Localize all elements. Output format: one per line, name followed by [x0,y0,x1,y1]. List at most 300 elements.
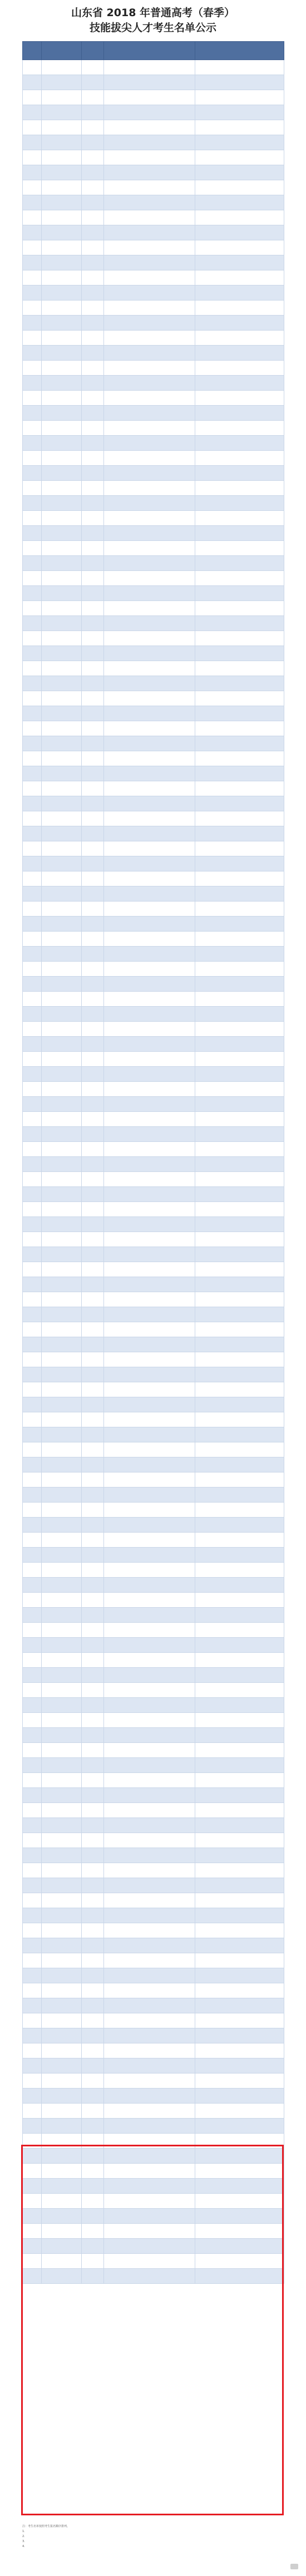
table-row [23,977,284,992]
table-cell [23,2164,42,2179]
table-row [23,301,284,316]
table-cell [82,1983,104,1998]
table-cell [42,1593,82,1608]
table-cell [82,1488,104,1503]
table-cell [82,1322,104,1337]
table-cell [42,1187,82,1202]
table-row [23,1773,284,1788]
table-cell [42,1638,82,1653]
table-cell [195,601,284,616]
table-row [23,225,284,240]
table-cell [42,796,82,811]
table-cell [42,1457,82,1472]
table-cell [104,1022,195,1037]
table-cell [42,285,82,301]
table-row [23,1608,284,1623]
table-cell [195,631,284,646]
table-cell [23,1337,42,1352]
table-cell [104,2028,195,2043]
table-cell [195,391,284,406]
table-row [23,661,284,676]
table-cell [82,1127,104,1142]
table-cell [23,1202,42,1217]
table-cell [195,1397,284,1412]
table-cell [195,2179,284,2194]
table-cell [42,105,82,120]
table-cell [104,1112,195,1127]
table-cell [42,1232,82,1247]
table-cell [82,1578,104,1593]
table-cell [195,1337,284,1352]
table-row [23,1923,284,1938]
table-cell [23,2043,42,2058]
table-cell [23,1382,42,1397]
table-cell [82,436,104,451]
table-row [23,1593,284,1608]
table-cell [23,2224,42,2239]
table-cell [195,2058,284,2073]
table-cell [104,150,195,165]
table-cell [195,105,284,120]
table-cell [104,1412,195,1427]
table-cell [23,1998,42,2013]
table-cell [195,1412,284,1427]
table-cell [82,917,104,932]
table-cell [82,2013,104,2028]
table-cell [42,1833,82,1848]
table-cell [82,1923,104,1938]
table-cell [195,1983,284,1998]
table-cell [104,75,195,90]
table-cell [42,1488,82,1503]
table-row [23,1623,284,1638]
table-cell [42,1998,82,2013]
table-cell [195,1202,284,1217]
table-row [23,1337,284,1352]
table-cell [104,1773,195,1788]
table-cell [195,1217,284,1232]
table-cell [195,1638,284,1653]
table-cell [195,1262,284,1277]
table-cell [104,2104,195,2119]
table-row [23,1668,284,1683]
table-row [23,2194,284,2209]
table-cell [195,1968,284,1983]
table-cell [104,421,195,436]
table-cell [195,2254,284,2269]
table-cell [195,886,284,902]
table-cell [195,1457,284,1472]
table-cell [104,1803,195,1818]
table-cell [195,1878,284,1893]
table-cell [82,240,104,255]
table-cell [195,992,284,1007]
table-cell [42,2119,82,2134]
table-cell [104,1578,195,1593]
table-cell [104,646,195,661]
table-cell [195,1593,284,1608]
table-cell [195,150,284,165]
table-row [23,1262,284,1277]
column-header-name [82,42,104,60]
table-cell [42,406,82,421]
table-row [23,1653,284,1668]
table-row [23,421,284,436]
table-cell [23,1262,42,1277]
table-cell [23,661,42,676]
table-cell [195,1503,284,1518]
table-cell [23,1713,42,1728]
table-cell [82,1412,104,1427]
table-cell [82,1863,104,1878]
table-cell [82,195,104,210]
table-cell [23,2194,42,2209]
table-cell [23,1352,42,1367]
table-row [23,1427,284,1442]
table-cell [195,1427,284,1442]
table-cell [23,2089,42,2104]
table-cell [104,120,195,135]
table-cell [104,496,195,511]
table-cell [82,1548,104,1563]
table-row [23,1788,284,1803]
table-cell [195,1548,284,1563]
table-cell [42,2089,82,2104]
table-row [23,1157,284,1172]
table-cell [23,1247,42,1262]
table-row [23,511,284,526]
table-cell [104,2239,195,2254]
table-cell [42,1322,82,1337]
table-cell [42,736,82,751]
table-cell [195,1007,284,1022]
table-cell [195,301,284,316]
table-cell [104,1337,195,1352]
table-row [23,1037,284,1052]
table-cell [82,571,104,586]
table-row [23,571,284,586]
table-row [23,766,284,781]
table-cell [42,1788,82,1803]
table-cell [23,466,42,481]
note-item: 2. [22,2535,25,2538]
table-cell [82,1533,104,1548]
table-cell [42,1352,82,1367]
table-cell [82,210,104,225]
table-cell [104,1382,195,1397]
table-cell [195,210,284,225]
table-row [23,796,284,811]
table-row [23,1232,284,1247]
table-cell [42,1608,82,1623]
table-cell [104,511,195,526]
table-cell [23,180,42,195]
table-cell [195,932,284,947]
table-cell [42,376,82,391]
table-cell [23,1968,42,1983]
table-row [23,1397,284,1412]
table-cell [82,60,104,75]
table-cell [195,1728,284,1743]
table-cell [42,2104,82,2119]
table-cell [42,1503,82,1518]
table-cell [195,180,284,195]
table-cell [104,1067,195,1082]
table-cell [82,1773,104,1788]
table-cell [82,1728,104,1743]
table-cell [82,1713,104,1728]
table-cell [42,2254,82,2269]
table-cell [23,2028,42,2043]
table-cell [82,1953,104,1968]
table-row [23,1503,284,1518]
table-cell [23,1683,42,1698]
table-cell [104,1457,195,1472]
table-cell [23,1037,42,1052]
table-cell [42,361,82,376]
table-cell [195,120,284,135]
table-cell [23,751,42,766]
table-cell [195,285,284,301]
table-cell [23,586,42,601]
table-cell [195,1803,284,1818]
table-cell [23,1773,42,1788]
table-cell [104,1653,195,1668]
table-cell [23,1578,42,1593]
table-row [23,481,284,496]
table-cell [104,1938,195,1953]
table-cell [23,691,42,706]
table-cell [23,165,42,180]
table-cell [23,1668,42,1683]
table-cell [23,541,42,556]
table-cell [23,1127,42,1142]
watermark-logo [290,2564,298,2569]
table-cell [104,2073,195,2089]
table-row [23,1908,284,1923]
table-cell [82,841,104,856]
table-header-row [23,42,284,60]
table-cell [42,90,82,105]
table-row [23,1322,284,1337]
table-cell [23,150,42,165]
table-cell [23,1788,42,1803]
table-cell [82,496,104,511]
table-cell [42,706,82,721]
table-row [23,1007,284,1022]
table-row [23,1488,284,1503]
table-cell [42,661,82,676]
table-cell [23,616,42,631]
table-cell [42,556,82,571]
table-cell [42,2224,82,2239]
table-cell [104,917,195,932]
table-row [23,1548,284,1563]
table-cell [23,1097,42,1112]
table-cell [104,1908,195,1923]
table-cell [23,255,42,270]
table-cell [195,721,284,736]
table-cell [42,1533,82,1548]
table-cell [42,1548,82,1563]
table-cell [82,1352,104,1367]
table-cell [23,992,42,1007]
table-cell [82,2239,104,2254]
table-cell [195,1022,284,1037]
table-cell [195,481,284,496]
table-cell [195,1653,284,1668]
table-cell [23,135,42,150]
table-row [23,2043,284,2058]
table-cell [82,481,104,496]
table-cell [42,571,82,586]
table-cell [42,240,82,255]
table-cell [104,1097,195,1112]
table-row [23,75,284,90]
table-cell [104,1007,195,1022]
table-row [23,2164,284,2179]
table-cell [42,1082,82,1097]
table-cell [42,2164,82,2179]
table-cell [82,811,104,826]
note-item: 3. [22,2540,25,2543]
table-cell [82,736,104,751]
table-cell [42,1472,82,1488]
table-cell [82,1908,104,1923]
table-cell [82,646,104,661]
table-cell [23,977,42,992]
table-cell [104,1998,195,2013]
table-cell [82,2269,104,2284]
table-cell [104,1968,195,1983]
table-cell [23,210,42,225]
table-row [23,1412,284,1427]
table-row [23,2269,284,2284]
table-cell [23,2073,42,2089]
table-cell [42,1563,82,1578]
table-cell [82,1277,104,1292]
table-cell [104,571,195,586]
table-cell [23,1848,42,1863]
table-cell [104,2149,195,2164]
table-cell [195,1788,284,1803]
table-row [23,2104,284,2119]
table-cell [23,1277,42,1292]
table-cell [42,1427,82,1442]
table-cell [104,331,195,346]
table-cell [82,1698,104,1713]
table-cell [104,1172,195,1187]
table-cell [195,2073,284,2089]
column-header-seq [23,42,42,60]
table-cell [195,586,284,601]
table-cell [23,526,42,541]
table-cell [82,165,104,180]
table-cell [82,285,104,301]
table-cell [42,2134,82,2149]
table-row [23,1202,284,1217]
table-cell [23,1112,42,1127]
table-cell [23,436,42,451]
table-cell [82,781,104,796]
table-row [23,1067,284,1082]
table-row [23,1247,284,1262]
table-cell [23,1488,42,1503]
table-cell [195,1082,284,1097]
table-cell [42,2239,82,2254]
table-cell [42,1412,82,1427]
table-cell [104,1488,195,1503]
table-cell [195,1608,284,1623]
table-row [23,2058,284,2073]
table-cell [104,706,195,721]
table-cell [82,992,104,1007]
table-cell [104,1127,195,1142]
table-row [23,1728,284,1743]
table-cell [104,871,195,886]
table-cell [82,631,104,646]
table-cell [104,1878,195,1893]
table-cell [23,270,42,285]
table-cell [42,526,82,541]
table-row [23,255,284,270]
table-row [23,90,284,105]
table-cell [82,1232,104,1247]
table-row [23,316,284,331]
table-row [23,601,284,616]
table-cell [23,2119,42,2134]
table-cell [23,346,42,361]
table-row [23,811,284,826]
table-cell [195,1518,284,1533]
table-cell [23,1457,42,1472]
table-cell [195,1112,284,1127]
table-cell [42,676,82,691]
table-cell [104,1262,195,1277]
table-cell [42,691,82,706]
table-cell [195,270,284,285]
table-cell [42,932,82,947]
table-cell [104,1728,195,1743]
table-cell [82,1097,104,1112]
table-cell [23,90,42,105]
table-row [23,1217,284,1232]
table-cell [104,1202,195,1217]
table-cell [82,511,104,526]
table-cell [195,751,284,766]
table-cell [195,917,284,932]
table-cell [104,811,195,826]
table-cell [42,1172,82,1187]
table-cell [195,1863,284,1878]
table-cell [104,1623,195,1638]
table-cell [42,316,82,331]
table-cell [42,1623,82,1638]
table-cell [42,1863,82,1878]
table-cell [23,1533,42,1548]
table-cell [82,856,104,871]
table-cell [82,406,104,421]
table-cell [195,1322,284,1337]
table-cell [195,1488,284,1503]
table-cell [82,1833,104,1848]
table-cell [42,225,82,240]
table-cell [82,391,104,406]
table-cell [82,180,104,195]
table-cell [82,1818,104,1833]
table-cell [42,135,82,150]
table-cell [82,2119,104,2134]
